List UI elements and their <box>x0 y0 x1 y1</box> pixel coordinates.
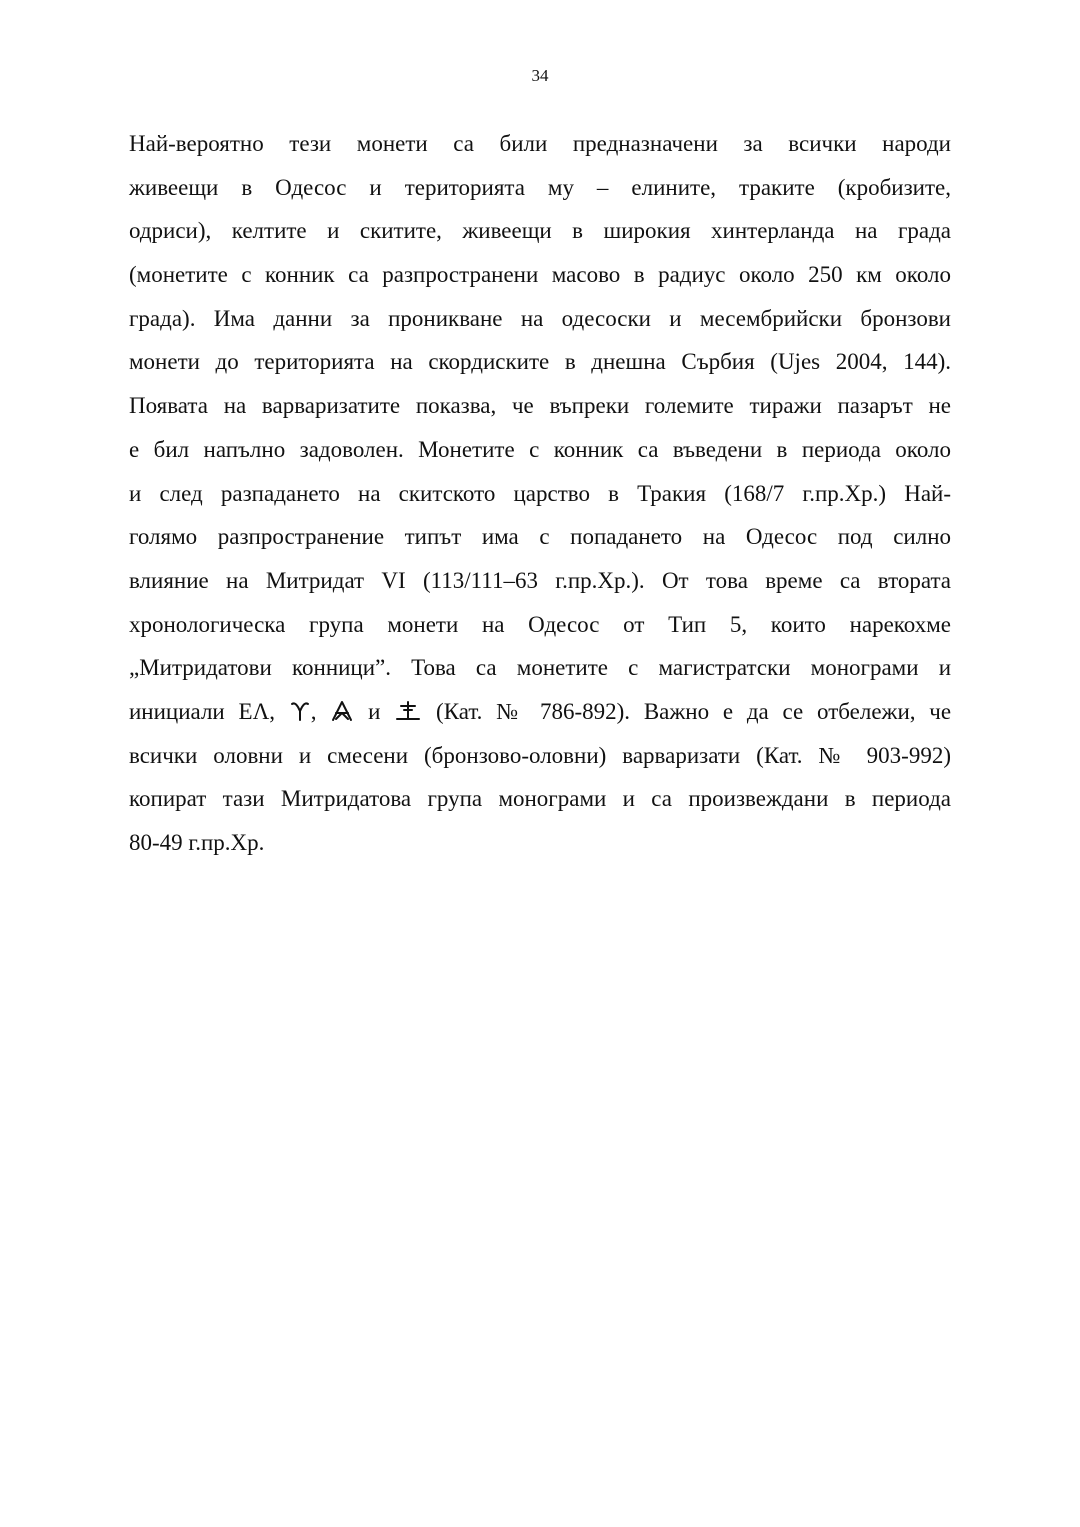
text-line: (монетите с конник са разпространени масово в радиус около 250 км около <box>129 262 951 288</box>
monogram-text-line <box>129 690 951 734</box>
monogram-alpha-icon <box>331 700 353 722</box>
text-line: и след разпадането на скитското царство в Тракия (168/7 г.пр.Хр.) Най- <box>129 480 951 506</box>
body-paragraph <box>129 122 951 865</box>
text-line: монети до територията на скордиските в днешна Сърбия (Ujes 2004, 144). <box>129 349 951 375</box>
text-line: 80-49 г.пр.Хр. <box>129 830 265 855</box>
monogram-line-suffix: (Кат. № 786-892). Важно е да се отбележи, че <box>436 698 952 724</box>
page-number: 34 <box>531 66 549 85</box>
monogram-line-prefix: инициали ΕΛ, <box>129 698 275 724</box>
text-line: копират тази Митридатова група монограми и са произвеждани в периода <box>129 786 951 812</box>
text-line: е бил напълно задоволен. Монетите с конник са въведени в периода около <box>129 436 951 462</box>
text-line: всички оловни и смесени (бронзово-оловни) варваризати (Кат. № 903-992) <box>129 742 951 768</box>
text-line: голямо разпространение типът има с попадането на Одесос под силно <box>129 524 951 550</box>
monogram-separator: , <box>310 698 317 724</box>
text-line: Появата на варваризатите показва, че въпреки големите тиражи пазарът не <box>129 393 951 419</box>
monogram-cross-icon <box>395 700 421 722</box>
monogram-upsilon-icon <box>290 700 310 722</box>
monogram-conjunction: и <box>368 698 381 724</box>
text-line: одриси), келтите и скитите, живеещи в широкия хинтерланда на града <box>129 218 951 244</box>
text-line: града). Има данни за проникване на одесоски и месембрийски бронзови <box>129 305 951 331</box>
text-line: хронологическа група монети на Одесос от Тип 5, които нарекохме <box>129 611 951 637</box>
text-line: влияние на Митридат VI (113/111–63 г.пр.Хр.). От това време са втората <box>129 567 951 593</box>
text-line: живеещи в Одесос и територията му – елините, траките (кробизите, <box>129 174 951 200</box>
text-line: Най-вероятно тези монети са били предназначени за всички народи <box>129 131 951 156</box>
text-line: „Митридатови конници”. Това са монетите с магистратски монограми и <box>129 655 951 681</box>
